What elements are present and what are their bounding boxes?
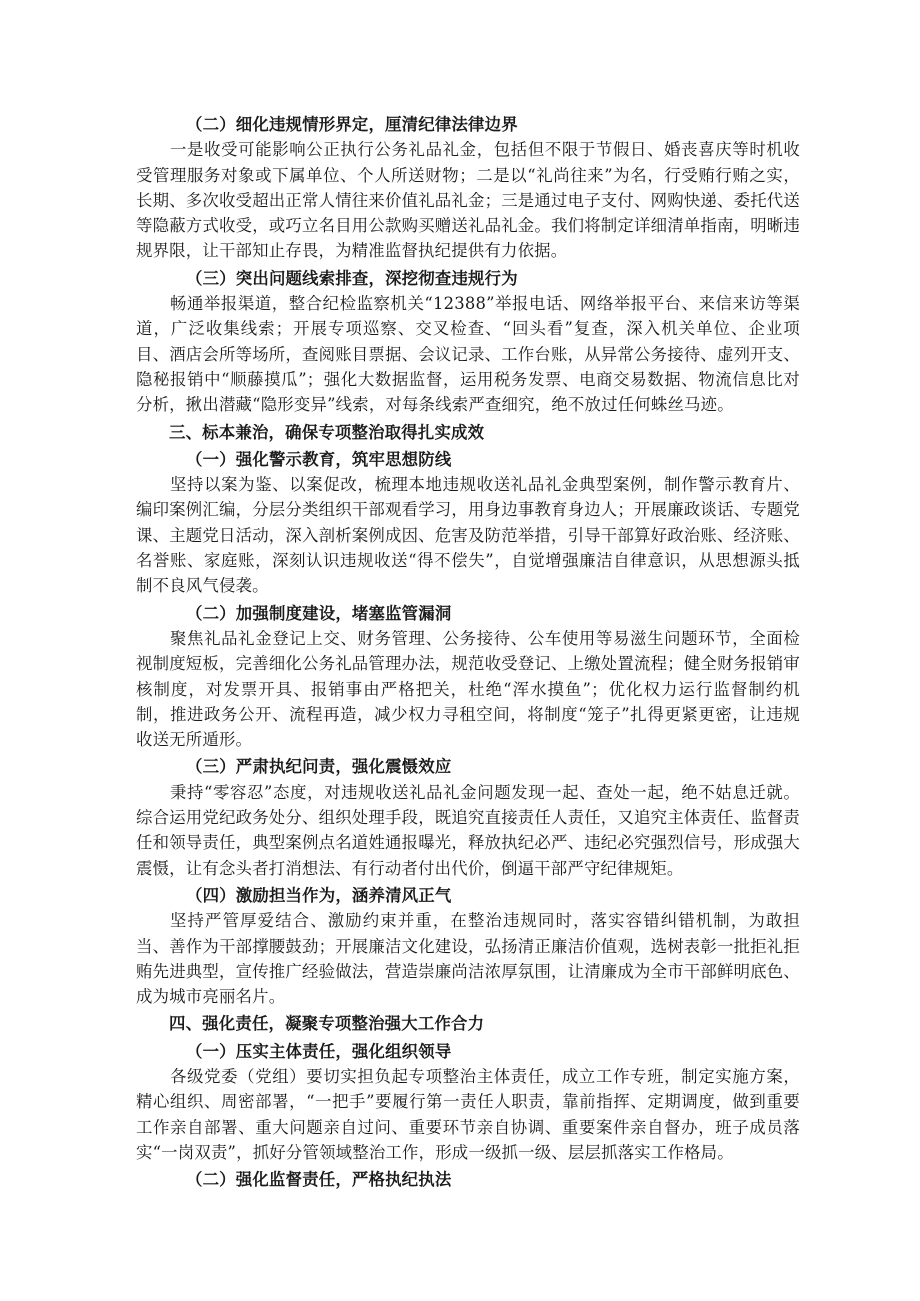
chapter-heading: 三、标本兼治，确保专项整治取得扎实成效: [169, 422, 485, 442]
paragraph: 聚焦礼品礼金登记上交、财务管理、公务接待、公车使用等易滋生问题环节，全面检视制度短板，完善细化公务礼品管理办法，规范收受登记、上缴处置流程；健全财务报销审核制度，对发票开具、报销事由严格把关，杜绝“浑水摸鱼”；优化权力运行监督制约机制，推进政务公开、流程再造，减少权力寻租空间，将制度“笼子”扎得更紧更密，让违规收送无所遁形。: [136, 628, 800, 750]
paragraph: 坚持以案为鉴、以案促改，梳理本地违规收送礼品礼金典型案例，制作警示教育片、编印案例汇编，分层分类组织干部观看学习，用身边事教育身边人；开展廉政谈话、专题党课、主题党日活动，深入剖析案例成因、危害及防范举措，引导干部算好政治账、经济账、名誉账、家庭账，深刻认识违规收送“得不偿失”，自觉增强廉洁自律意识，从思想源头抵制不良风气侵袭。: [136, 475, 800, 596]
section-heading: （三）严肃执纪问责，强化震慑效应: [186, 757, 452, 777]
paragraph: 一是收受可能影响公正执行公务礼品礼金，包括但不限于节假日、婚丧喜庆等时机收受管理服务对象或下属单位、个人所送财物；二是以“礼尚往来”为名，行受贿行贿之实，长期、多次收受超出正常人情往来价值礼品礼金；三是通过电子支付、网购快递、委托代送等隐蔽方式收受，或巧立名目用公款购买赠送礼品礼金。我们将制定详细清单指南，明晰违规界限，让干部知止存畏，为精准监督执纪提供有力依据。: [136, 140, 800, 261]
document-page: [136, 110, 800, 1192]
section-heading: （二）强化监督责任，严格执纪执法: [186, 1170, 452, 1190]
section-heading: （四）激励担当作为，涵养清风正气: [186, 885, 452, 905]
section-heading: （一）强化警示教育，筑牢思想防线: [186, 449, 452, 469]
chapter-heading: 四、强化责任，凝聚专项整治强大工作合力: [169, 1014, 485, 1034]
section-heading: （三）突出问题线索排查，深挖彻查违规行为: [186, 268, 518, 288]
section-heading: （二）细化违规情形界定，厘清纪律法律边界: [186, 115, 518, 134]
paragraph: 畅通举报渠道，整合纪检监察机关“12388”举报电话、网络举报平台、来信来访等渠道，广泛收集线索；开展专项巡察、交叉检查、“回头看”复查，深入机关单位、企业项目、酒店会所等场所，查阅账目票据、会议记录、工作台账，从异常公务接待、虚列开支、隐秘报销中“顺藤摸瓜”；强化大数据监督，运用税务发票、电商交易数据、物流信息比对分析，揪出潜藏“隐形变异”线索，对每条线索严查细究，绝不放过任何蛛丝马迹。: [136, 294, 800, 415]
paragraph: 秉持“零容忍”态度，对违规收送礼品礼金问题发现一起、查处一起，绝不姑息迁就。综合运用党纪政务处分、组织处理手段，既追究直接责任人责任，又追究主体责任、监督责任和领导责任，典型案例点名道姓通报曝光，释放执纪必严、违纪必究强烈信号，形成强大震慑，让有念头者打消想法、有行动者付出代价，倒逼干部严守纪律规矩。: [136, 782, 800, 878]
section-heading: （一）压实主体责任，强化组织领导: [186, 1041, 452, 1061]
section-heading: （二）加强制度建设，堵塞监管漏洞: [186, 603, 452, 623]
paragraph: 坚持严管厚爱结合、激励约束并重，在整治违规同时，落实容错纠错机制，为敢担当、善作为干部撑腰鼓劲；开展廉洁文化建设，弘扬清正廉洁价值观，选树表彰一批拒礼拒贿先进典型，宣传推广经验做法，营造崇廉尚洁浓厚氛围，让清廉成为全市干部鲜明底色、成为城市亮丽名片。: [136, 911, 800, 1007]
paragraph: 各级党委（党组）要切实担负起专项整治主体责任，成立工作专班，制定实施方案，精心组织、周密部署，“一把手”要履行第一责任人职责，靠前指挥、定期调度，做到重要工作亲自部署、重大问题亲自过问、重要环节亲自协调、重要案件亲自督办，班子成员落实“一岗双责”，抓好分管领域整治工作，形成一级抓一级、层层抓落实工作格局。: [136, 1066, 800, 1162]
